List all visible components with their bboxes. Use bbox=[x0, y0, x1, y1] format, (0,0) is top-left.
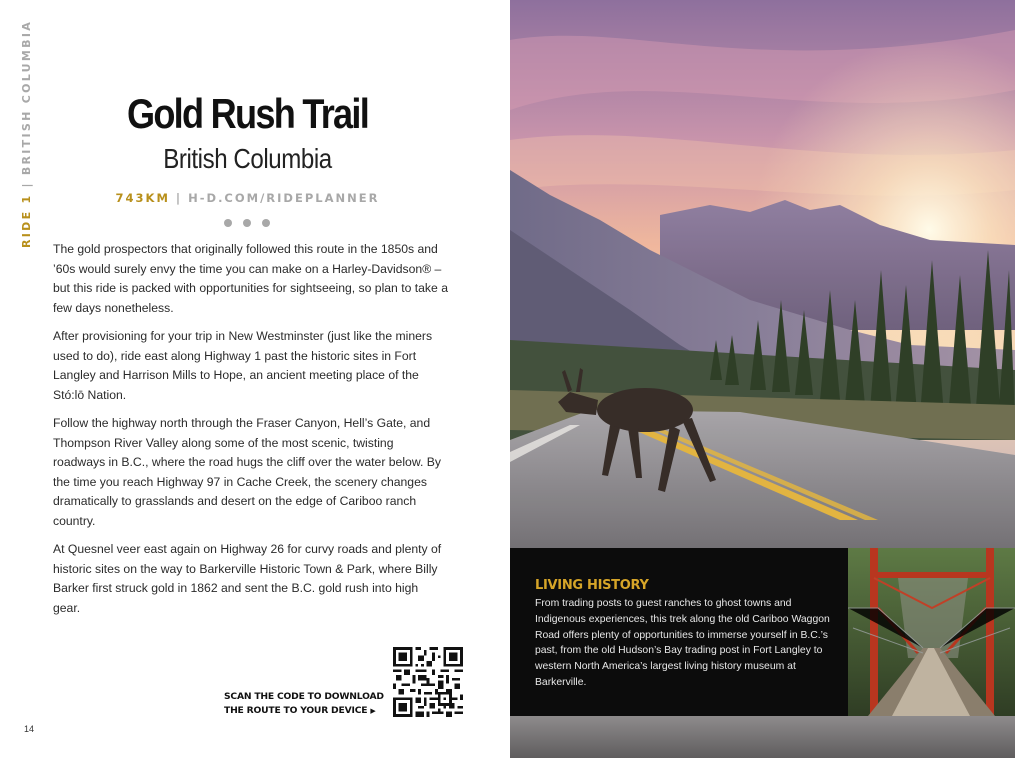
paragraph: At Quesnel veer east again on Highway 26 for curvy roads and plenty of historic sites on the way to Barkerville Historic Town & Park, where Billy Barker first struck gold in 1862 and sent the B.C. gold rush into high gear. bbox=[53, 542, 442, 615]
page-number: 14 bbox=[24, 724, 35, 734]
ride-planner-link[interactable]: H-D.COM/RIDEPLANNER bbox=[188, 191, 380, 205]
page-subtitle: British Columbia bbox=[163, 143, 332, 174]
qr-code-icon[interactable] bbox=[393, 647, 463, 717]
scan-line-2-text: THE ROUTE TO YOUR DEVICE bbox=[224, 705, 368, 716]
right-page bbox=[510, 0, 1015, 758]
asphalt-strip-photo bbox=[510, 716, 1015, 758]
triangle-right-icon: ▶ bbox=[370, 707, 376, 715]
scan-instructions bbox=[224, 690, 394, 718]
ride-region: BRITISH COLUMBIA bbox=[20, 19, 33, 176]
route-distance: 743KM bbox=[115, 191, 170, 205]
dot-icon bbox=[243, 219, 251, 227]
meta-separator: | bbox=[175, 191, 183, 205]
dot-icon bbox=[224, 219, 232, 227]
ride-separator: | bbox=[20, 181, 33, 188]
paragraph: Follow the highway north through the Fraser Canyon, Hell’s Gate, and Thompson River Valley along some of the most scenic, twisting roadways in B.C., where the road hugs the cliff over the water below. By the time you reach Highway 97 in Cache Creek, the scenery changes dramatically to grasslands and desert on the edge of Cariboo ranch country. bbox=[53, 416, 441, 528]
page-title: Gold Rush Trail bbox=[126, 90, 369, 137]
ride-number: RIDE 1 bbox=[20, 193, 33, 248]
article-body bbox=[53, 240, 448, 627]
living-history-text: From trading posts to guest ranches to ghost towns and Indigenous experiences, this trek along the old Cariboo Waggon Road offers plenty of opportunities to immerse yourself in B.C.’s past, from the old Hudson’s Bay trading post in Fort Langley to western North America’s largest living history museum at Barkerville. bbox=[535, 598, 830, 688]
dot-icon bbox=[262, 219, 270, 227]
divider-dots bbox=[224, 219, 270, 227]
living-history-title: LIVING HISTORY bbox=[535, 578, 649, 593]
paragraph: The gold prospectors that originally followed this route in the 1850s and ’60s would surely envy the time you can make on a Harley-Davidson® – but this ride is packed with opportunities for sightseeing, so plan to take a few days nonetheless. bbox=[53, 242, 448, 315]
scan-line-1: SCAN THE CODE TO DOWNLOAD bbox=[224, 691, 384, 702]
suspension-bridge-photo bbox=[848, 548, 1015, 716]
ride-region-label bbox=[20, 20, 33, 248]
living-history-box bbox=[510, 548, 848, 716]
caribou-road-photo bbox=[510, 0, 1015, 548]
scan-line-2 bbox=[224, 704, 394, 718]
paragraph: After provisioning for your trip in New Westminster (just like the miners used to do), ride east along Highway 1 past the historic sites in Fort Langley and Harrison Mills to Hope, an ancient meeting place of the Stó:lō Nation. bbox=[53, 329, 433, 402]
route-meta bbox=[0, 191, 495, 205]
